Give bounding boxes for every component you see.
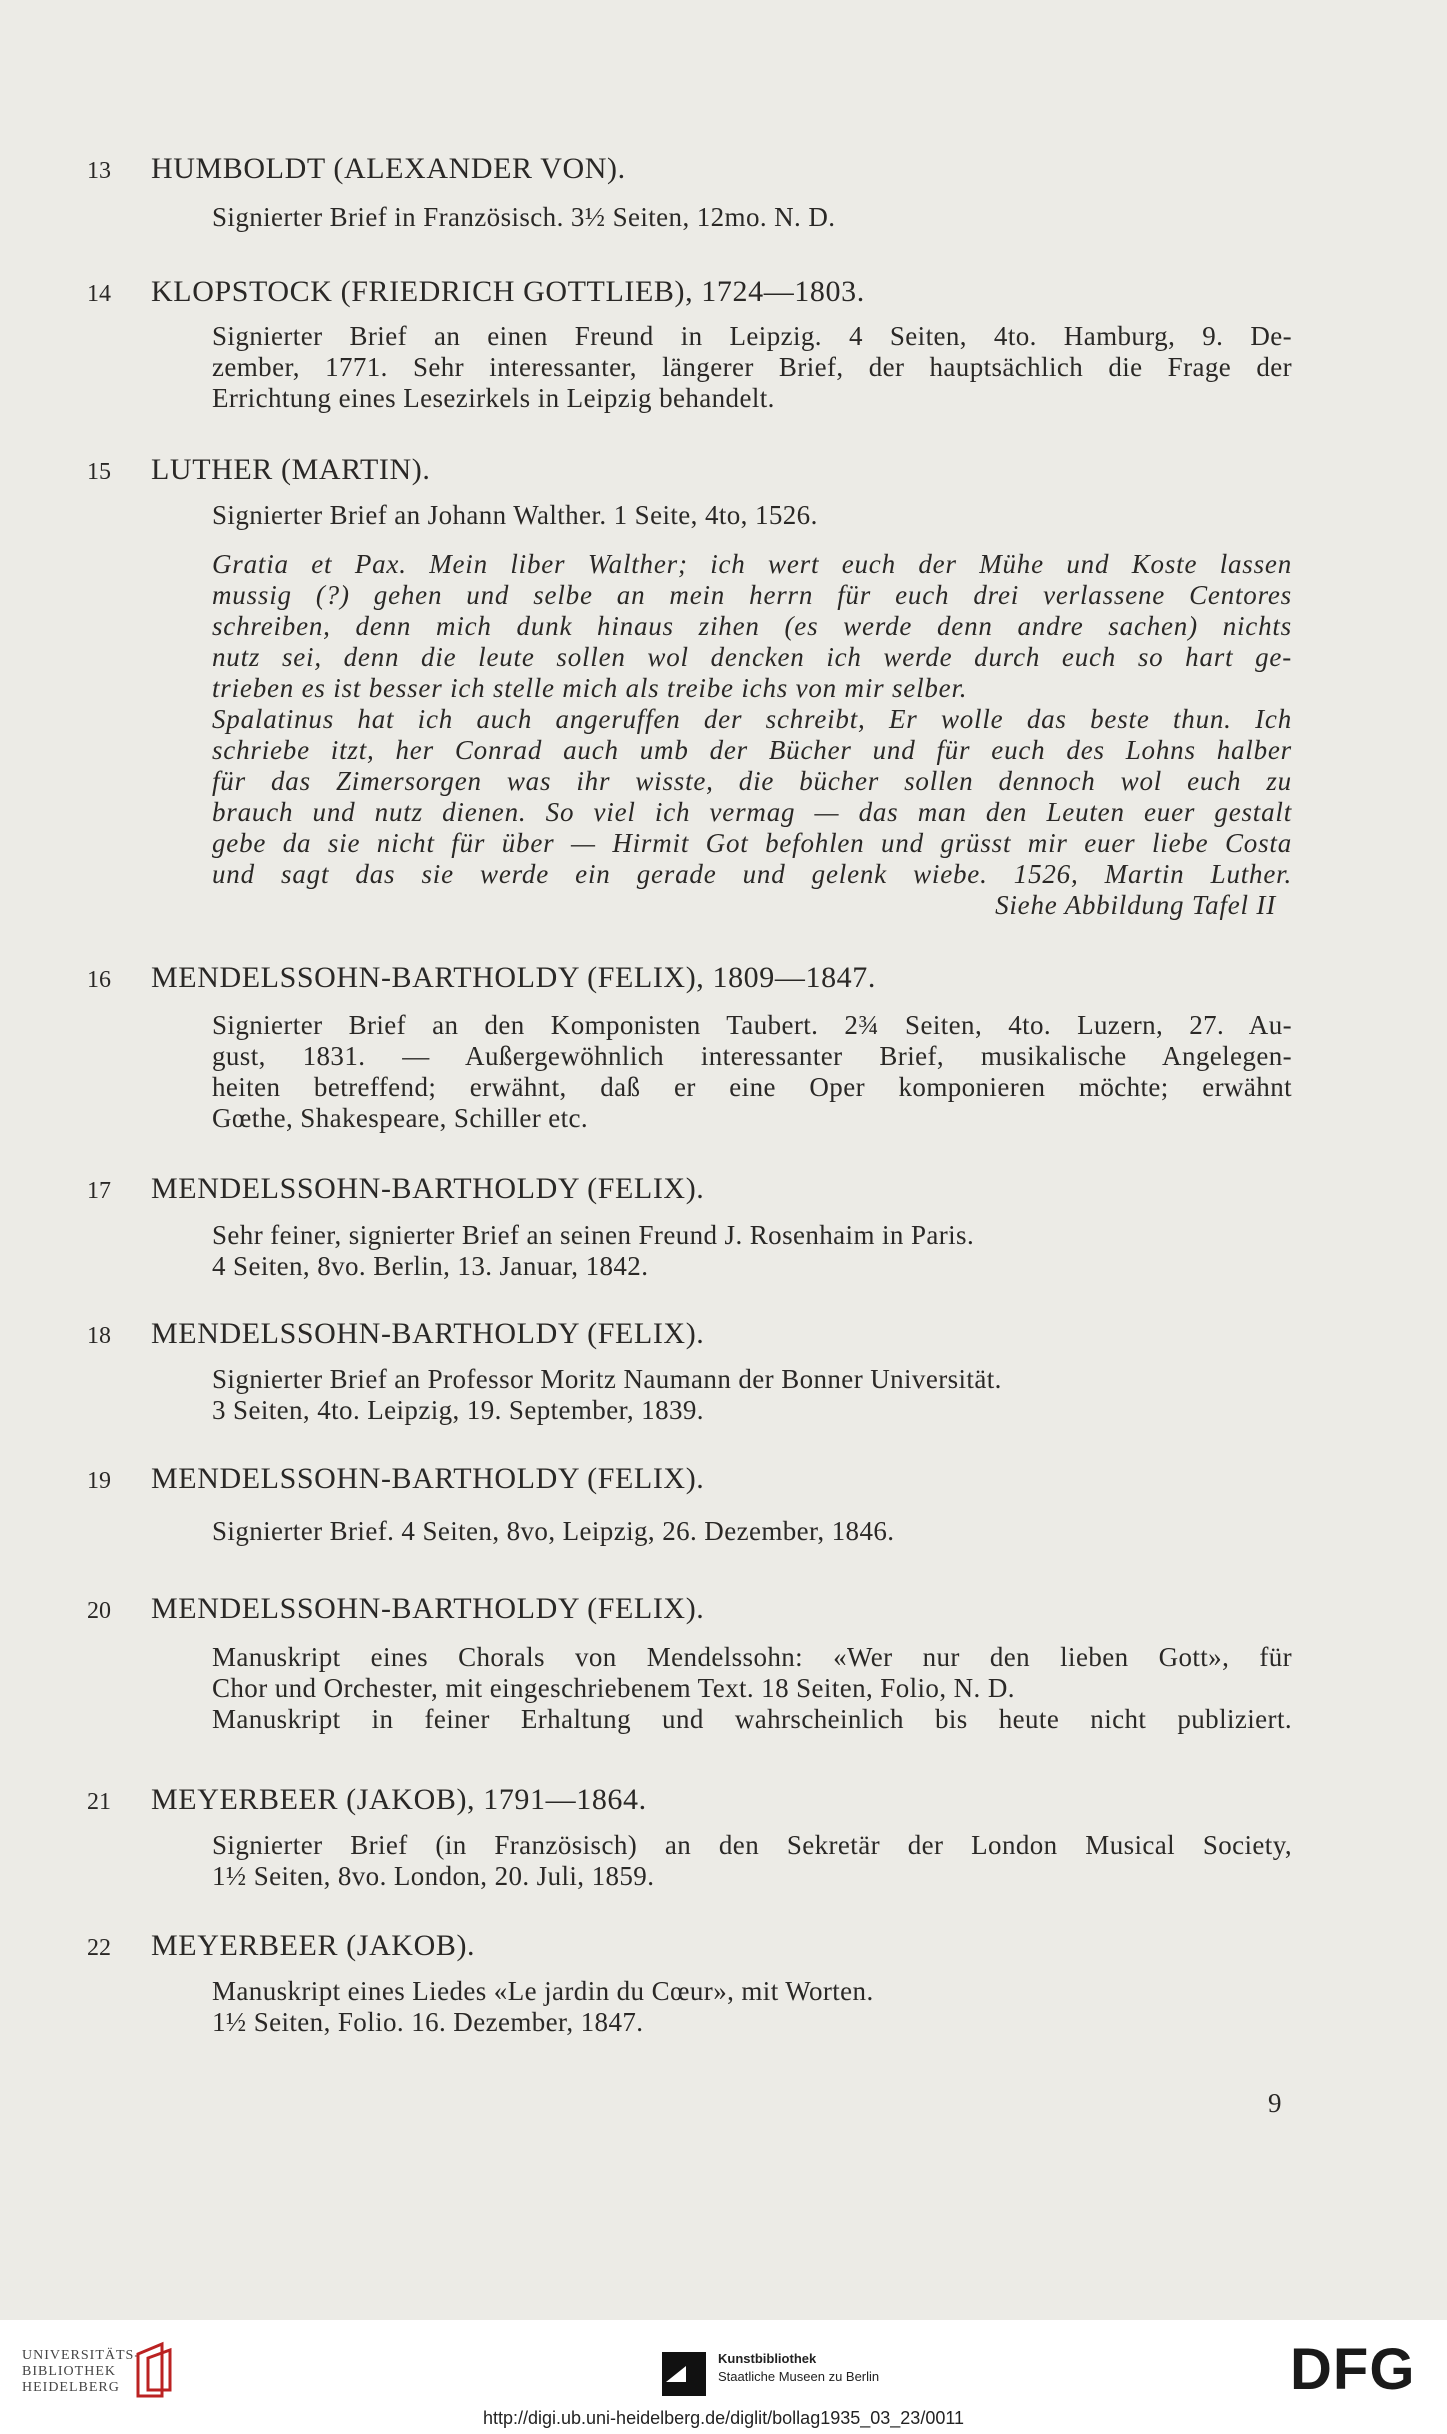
- quote-line: schriebe itzt, her Conrad auch umb der Bücher und für euch des Lohns halber: [212, 735, 1292, 765]
- description-line: 1½ Seiten, Folio. 16. Dezember, 1847.: [212, 2007, 644, 2037]
- kunstbibliothek-label: [718, 2350, 879, 2386]
- entry-number: 20: [87, 1598, 111, 1624]
- description-line: Chor und Orchester, mit eingeschriebenem Text. 18 Seiten, Folio, N. D.: [212, 1673, 1015, 1703]
- description-line: Gœthe, Shakespeare, Schiller etc.: [212, 1103, 589, 1133]
- description-line: heiten betreffend; erwähnt, daß er eine Oper komponieren möchte; erwähnt: [212, 1072, 1292, 1102]
- entry-description: [212, 1830, 1292, 1892]
- description-line: Signierter Brief an Professor Moritz Naumann der Bonner Universität.: [212, 1364, 1002, 1394]
- description-line: 4 Seiten, 8vo. Berlin, 13. Januar, 1842.: [212, 1251, 649, 1281]
- description-line: Signierter Brief in Französisch. 3½ Seiten, 12mo. N. D.: [212, 202, 836, 232]
- quote-line: für das Zimersorgen was ihr wisste, die bücher sollen dennoch wol euch zu: [212, 766, 1292, 796]
- quote-line: und sagt das sie werde ein gerade und gelenk wiebe. 1526, Martin Luther.: [212, 859, 1292, 889]
- entry-number: 13: [87, 158, 111, 184]
- entry-heading: MENDELSSOHN-BARTHOLDY (FELIX), 1809—1847.: [151, 961, 876, 994]
- entry-description: [212, 500, 1292, 531]
- entry-description: [212, 1010, 1292, 1134]
- entry-number: 14: [87, 281, 111, 307]
- description-line: Manuskript eines Liedes «Le jardin du Cœur», mit Worten.: [212, 1976, 874, 2006]
- entry-description: [212, 1220, 1292, 1282]
- entry-number: 22: [87, 1935, 111, 1961]
- kunstbibliothek-logo-icon[interactable]: [662, 2352, 706, 2396]
- logo-line: HEIDELBERG: [22, 2380, 120, 2395]
- quote-line: Spalatinus hat ich auch angeruffen der schreibt, Er wolle das beste thun. Ich: [212, 704, 1292, 734]
- quote-line: trieben es ist besser ich stelle mich als treibe ichs von mir selber.: [212, 673, 968, 703]
- kb-subtitle: Staatliche Museen zu Berlin: [718, 2369, 880, 2384]
- description-line: Manuskript in feiner Erhaltung und wahrscheinlich bis heute nicht publiziert.: [212, 1704, 1292, 1734]
- entry-number: 18: [87, 1323, 111, 1349]
- quote-line: Gratia et Pax. Mein liber Walther; ich wert euch der Mühe und Koste lassen: [212, 549, 1292, 579]
- entry-description: [212, 1364, 1292, 1426]
- description-line: Sehr feiner, signierter Brief an seinen Freund J. Rosenhaim in Paris.: [212, 1220, 975, 1250]
- kb-title: Kunstbibliothek: [718, 2351, 817, 2366]
- entry-number: 17: [87, 1178, 111, 1204]
- entry-number: 21: [87, 1789, 111, 1815]
- entry-description: [212, 1976, 1292, 2038]
- quote-line: gebe da sie nicht für über — Hirmit Got befohlen und grüsst mir euer liebe Costa: [212, 828, 1292, 858]
- entry-heading: MENDELSSOHN-BARTHOLDY (FELIX).: [151, 1317, 705, 1350]
- entry-number: 15: [87, 459, 111, 485]
- logo-line: BIBLIOTHEK: [22, 2364, 116, 2379]
- plate-reference: Siehe Abbildung Tafel II: [995, 890, 1276, 920]
- quote-line: mussig (?) gehen und selbe an mein herrn für euch drei verlassene Centores: [212, 580, 1292, 610]
- quote-line: schreiben, denn mich dunk hinaus zihen (es werde denn andre sachen) nichts: [212, 611, 1292, 641]
- entry-heading: MENDELSSOHN-BARTHOLDY (FELIX).: [151, 1462, 705, 1495]
- library-logo-text: [22, 2348, 140, 2396]
- description-line: Errichtung eines Lesezirkels in Leipzig behandelt.: [212, 383, 775, 413]
- entry-heading: MENDELSSOHN-BARTHOLDY (FELIX).: [151, 1592, 705, 1625]
- page-number: 9: [1268, 2088, 1282, 2118]
- description-line: zember, 1771. Sehr interessanter, längerer Brief, der hauptsächlich die Frage der: [212, 352, 1292, 382]
- entry-description: [212, 321, 1292, 414]
- description-line: Signierter Brief an den Komponisten Taubert. 2¾ Seiten, 4to. Luzern, 27. Au-: [212, 1010, 1292, 1040]
- description-line: Signierter Brief an einen Freund in Leipzig. 4 Seiten, 4to. Hamburg, 9. De-: [212, 321, 1292, 351]
- entry-description: [212, 1516, 1292, 1547]
- entry-number: 19: [87, 1468, 111, 1494]
- permalink-url[interactable]: http://digi.ub.uni-heidelberg.de/diglit/bollag1935_03_23/0011: [482, 2408, 965, 2428]
- entry-heading: MEYERBEER (JAKOB), 1791—1864.: [151, 1783, 647, 1816]
- description-line: Signierter Brief an Johann Walther. 1 Seite, 4to, 1526.: [212, 500, 818, 530]
- quote-line: nutz sei, denn die leute sollen wol dencken ich werde durch euch so hart ge-: [212, 642, 1292, 672]
- entry-heading: MEYERBEER (JAKOB).: [151, 1929, 476, 1962]
- description-line: Manuskript eines Chorals von Mendelssohn: «Wer nur den lieben Gott», für: [212, 1642, 1292, 1672]
- entry-description: [212, 202, 1292, 233]
- dfg-logo[interactable]: DFG: [1290, 2337, 1416, 2402]
- entry-heading: HUMBOLDT (ALEXANDER VON).: [151, 152, 626, 185]
- description-line: Signierter Brief. 4 Seiten, 8vo, Leipzig, 26. Dezember, 1846.: [212, 1516, 895, 1546]
- description-line: Signierter Brief (in Französisch) an den Sekretär der London Musical Society,: [212, 1830, 1292, 1860]
- description-line: 3 Seiten, 4to. Leipzig, 19. September, 1839.: [212, 1395, 704, 1425]
- entry-description: [212, 1642, 1292, 1735]
- logo-line: UNIVERSITÄTS-: [22, 2348, 140, 2363]
- entry-heading: KLOPSTOCK (FRIEDRICH GOTTLIEB), 1724—1803.: [151, 275, 865, 308]
- entry-number: 16: [87, 967, 111, 993]
- letter-quote: [212, 549, 1292, 921]
- quote-line: brauch und nutz dienen. So viel ich vermag — das man den Leuten euer gestalt: [212, 797, 1292, 827]
- entry-heading: MENDELSSOHN-BARTHOLDY (FELIX).: [151, 1172, 705, 1205]
- entry-heading: LUTHER (MARTIN).: [151, 453, 431, 486]
- description-line: gust, 1831. — Außergewöhnlich interessanter Brief, musikalische Angelegen-: [212, 1041, 1292, 1071]
- university-library-logo-icon[interactable]: [132, 2340, 176, 2400]
- description-line: 1½ Seiten, 8vo. London, 20. Juli, 1859.: [212, 1861, 655, 1891]
